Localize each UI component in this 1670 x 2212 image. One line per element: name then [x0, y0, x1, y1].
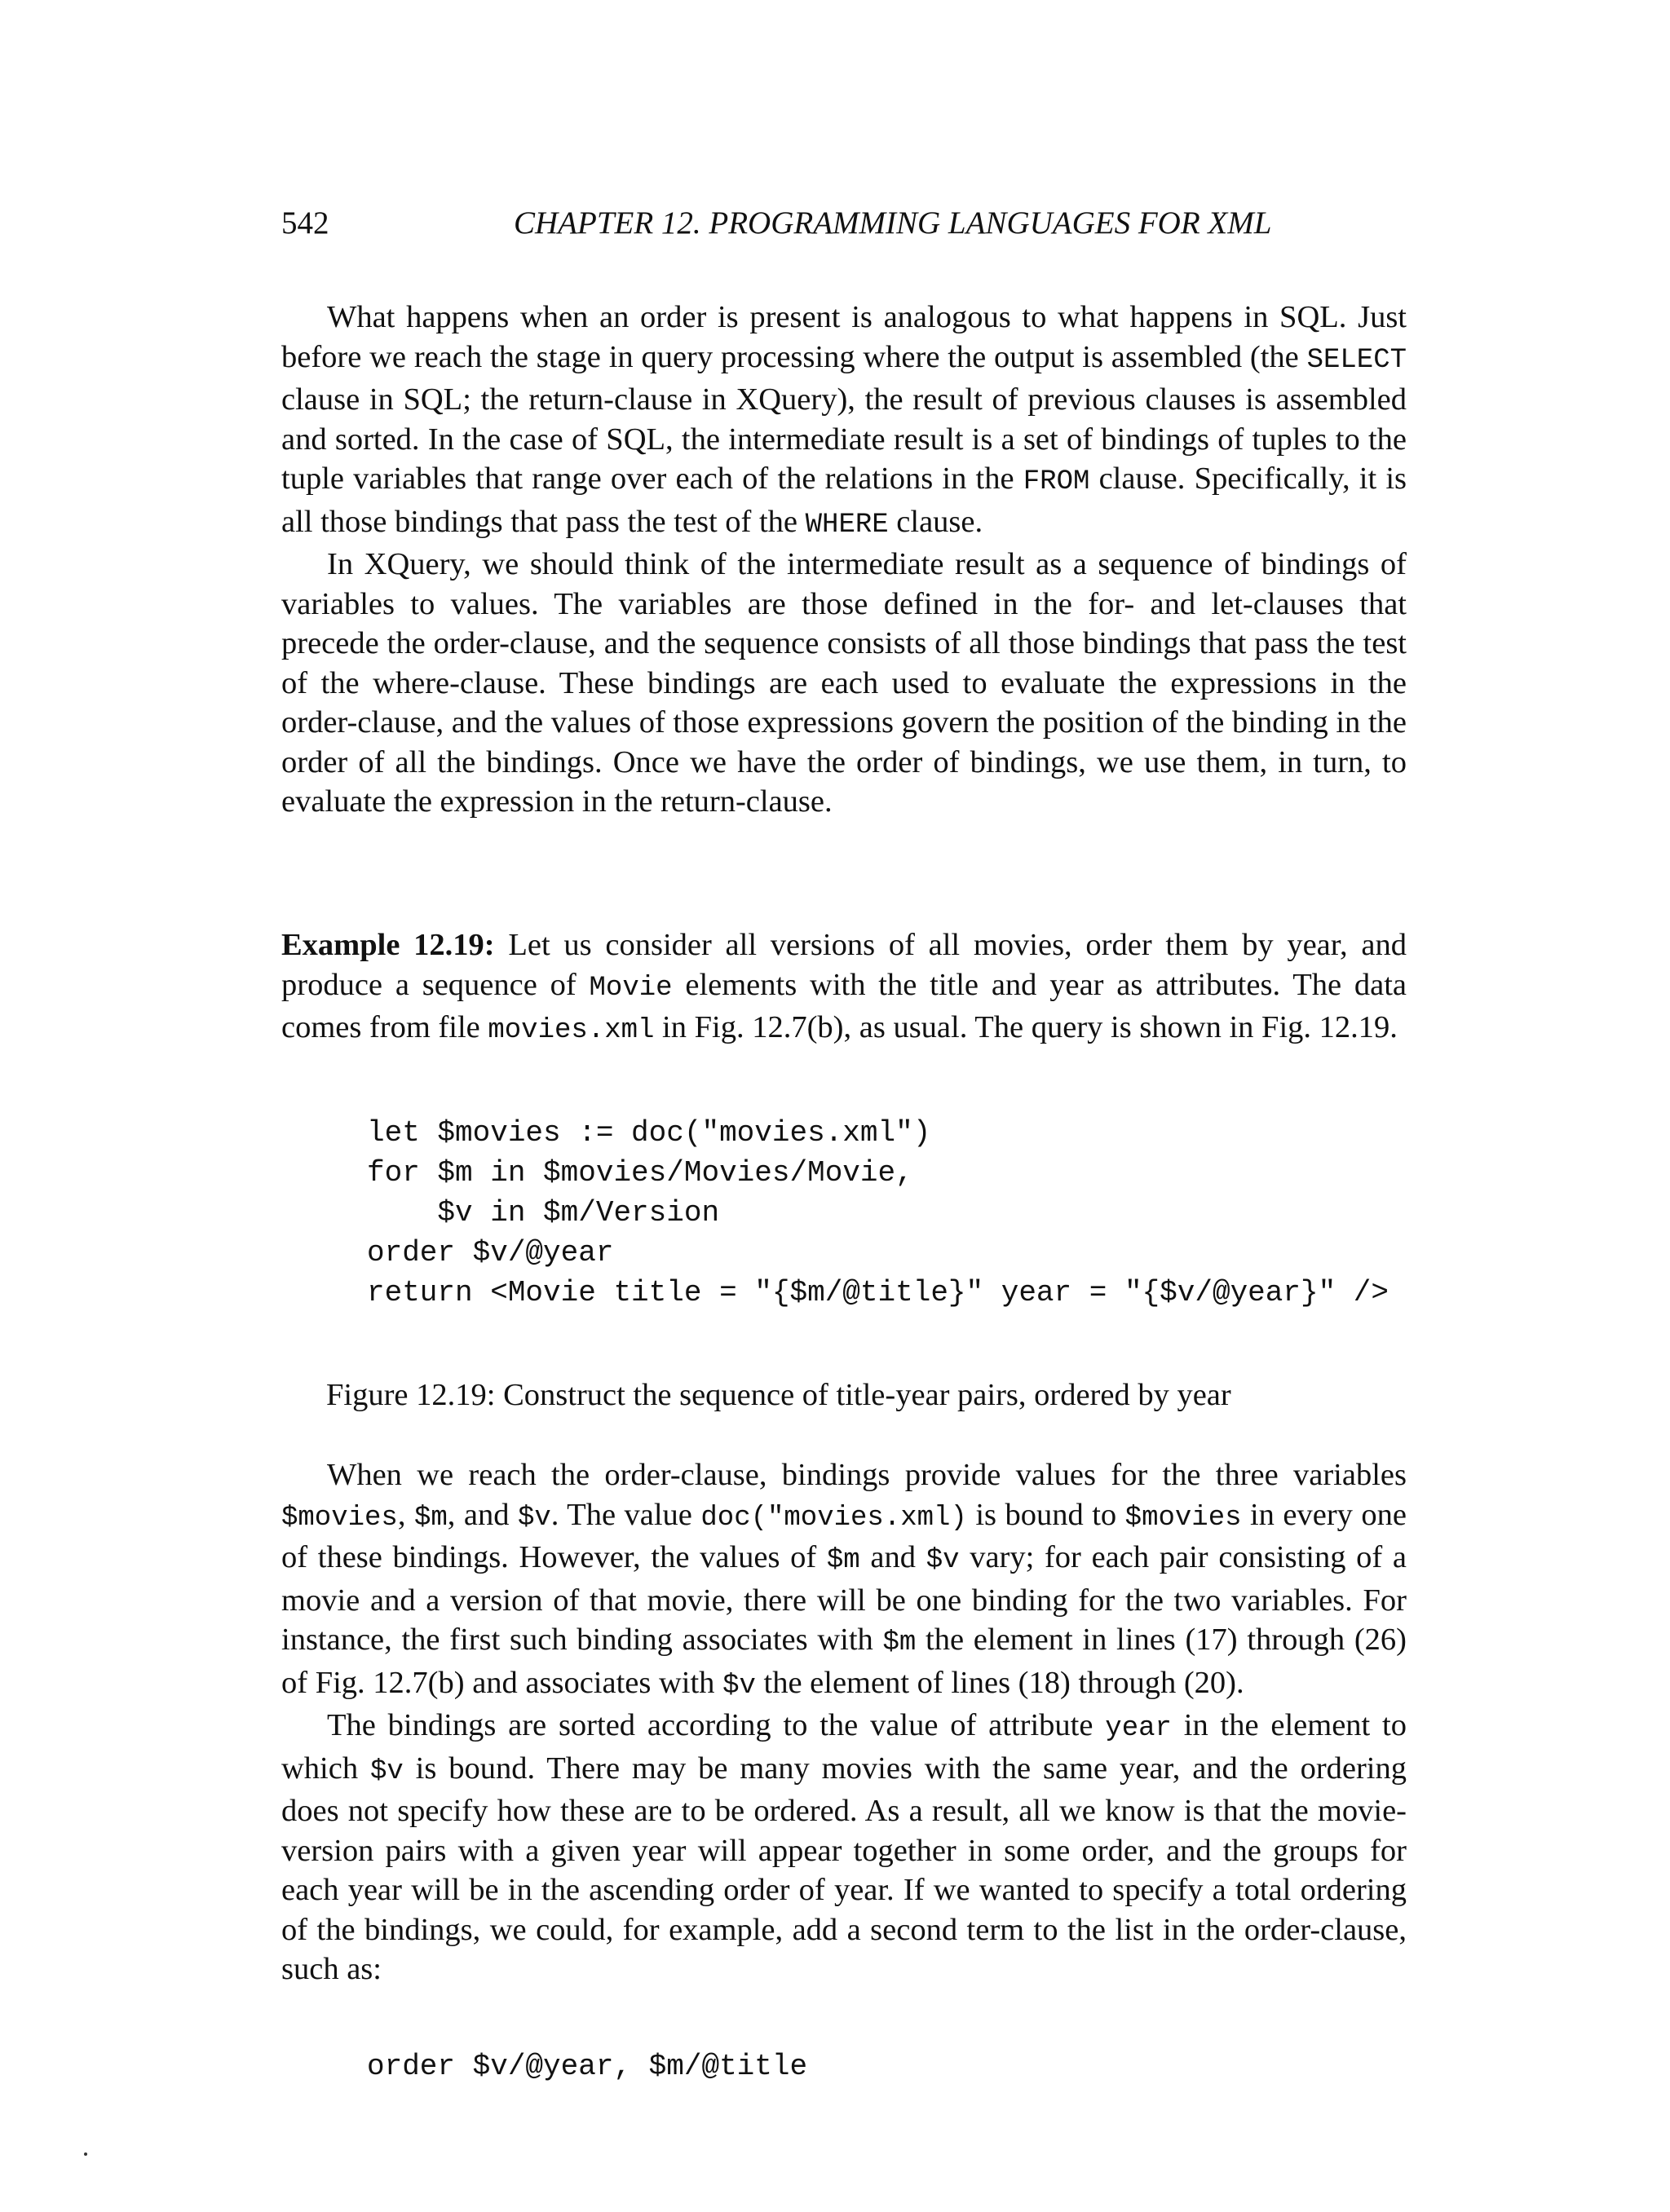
text-span: elements with the title and year as attributes. The data comes from file	[281, 967, 1407, 1044]
example-label: Example 12.19:	[281, 928, 495, 962]
inline-code: $v	[722, 1670, 756, 1702]
text-span: is bound to	[966, 1497, 1125, 1532]
text-span: The bindings are sorted according to the value of attribute	[327, 1708, 1106, 1742]
inline-code: $m	[882, 1627, 917, 1658]
inline-code: $v	[517, 1502, 551, 1534]
inline-code: $v	[926, 1545, 960, 1576]
text-span: Let us consider all versions of all movies, order them by year, and produce a sequence of	[281, 928, 1407, 1002]
text-span: is bound. There may be many movies with the same year, and the ordering does not specify how these are to be ordered. As a result, all we know is that the movie-version pairs with a given year will appear together in some order, and the groups for each year will be in the ascending order of year. If we wanted to specify a total ordering of the bindings, we could, for example, add a second term to the list in the order-clause, such as:	[281, 1751, 1407, 1986]
inline-code: year	[1105, 1713, 1172, 1744]
inline-code: doc("movies.xml)	[700, 1502, 967, 1534]
inline-code: Movie	[589, 972, 673, 1004]
sql-keyword: FROM	[1023, 466, 1090, 497]
inline-code: $movies	[1124, 1502, 1242, 1534]
scan-speck	[84, 2152, 87, 2156]
running-head: CHAPTER 12. PROGRAMMING LANGUAGES FOR XML	[514, 205, 1272, 241]
sql-keyword: SELECT	[1306, 344, 1407, 376]
text-span: and	[859, 1540, 926, 1574]
text-span: When we reach the order-clause, bindings provide values for the three variables	[327, 1458, 1407, 1492]
paragraph-xquery-bindings: In XQuery, we should think of the intermediate result as a sequence of bindings of variables to values. The variables are those defined in the for- and let-clauses that precede the order-clause, and the sequence consists of all those bindings that pass the test of the where-clause. These bindings are each used to evaluate the expressions in the order-clause, and the values of those expressions govern the position of the binding in the order of all the bindings. Once we have the order of bindings, we use them, in turn, to evaluate the expression in the return-clause.	[281, 547, 1407, 819]
figure-caption: Figure 12.19: Construct the sequence of title-year pairs, ordered by year	[326, 1378, 1231, 1412]
text-span: the element in lines (17) through (26) of Fig. 12.7(b) and associates with	[281, 1623, 1407, 1700]
paragraph-bindings	[281, 1455, 1407, 1989]
inline-code: movies.xml	[488, 1015, 655, 1046]
page-number: 542	[281, 205, 329, 241]
order-clause-code: order $v/@year, $m/@title	[367, 2050, 808, 2083]
example-12-19	[281, 925, 1407, 1051]
paragraph-sorting	[281, 1706, 1407, 1989]
figure-12-19-code: let $movies := doc("movies.xml") for $m in $movies/Movies/Movie, $v in $m/Version order $v/@year return <Movie title = "{$m/@title}" year = "{$v/@year}" />	[367, 1116, 1389, 1309]
text-span: in Fig. 12.7(b), as usual. The query is shown in Fig. 12.19.	[654, 1010, 1398, 1044]
text-span: clause.	[888, 504, 983, 539]
paragraph-order-analogy	[281, 298, 1407, 822]
example-text	[281, 925, 1407, 1051]
text-span: What happens when an order is present is analogous to what happens in SQL. Just before we reach the stage in query processing where the output is assembled (the	[281, 300, 1407, 374]
text-span: ,	[397, 1497, 414, 1532]
text-span: clause. Specifically, it is all those bindings that pass the test of the	[281, 461, 1407, 539]
inline-code: $v	[369, 1755, 404, 1787]
text-span: , and	[447, 1497, 518, 1532]
text-span: in every one of these bindings. However, the values of	[281, 1497, 1407, 1574]
text-span: in the element to which	[281, 1708, 1407, 1786]
inline-code: $m	[413, 1502, 448, 1534]
inline-code: $movies	[281, 1502, 398, 1534]
text-span: clause in SQL; the return-clause in XQuery), the result of previous clauses is assembled and sorted. In the case of SQL, the intermediate result is a set of bindings of tuples to the tuple variables that range over each of the relations in the	[281, 382, 1407, 496]
text-span: the element of lines (18) through (20).	[755, 1665, 1244, 1700]
paragraph-text	[281, 1455, 1407, 1706]
text-span: . The value	[550, 1497, 701, 1532]
sql-keyword: WHERE	[805, 509, 889, 541]
paragraph-text	[281, 298, 1407, 545]
text-span: vary; for each pair consisting of a movie and a version of that movie, there will be one binding for the two variables. For instance, the first such binding associates with	[281, 1540, 1407, 1657]
inline-code: $m	[826, 1545, 860, 1576]
